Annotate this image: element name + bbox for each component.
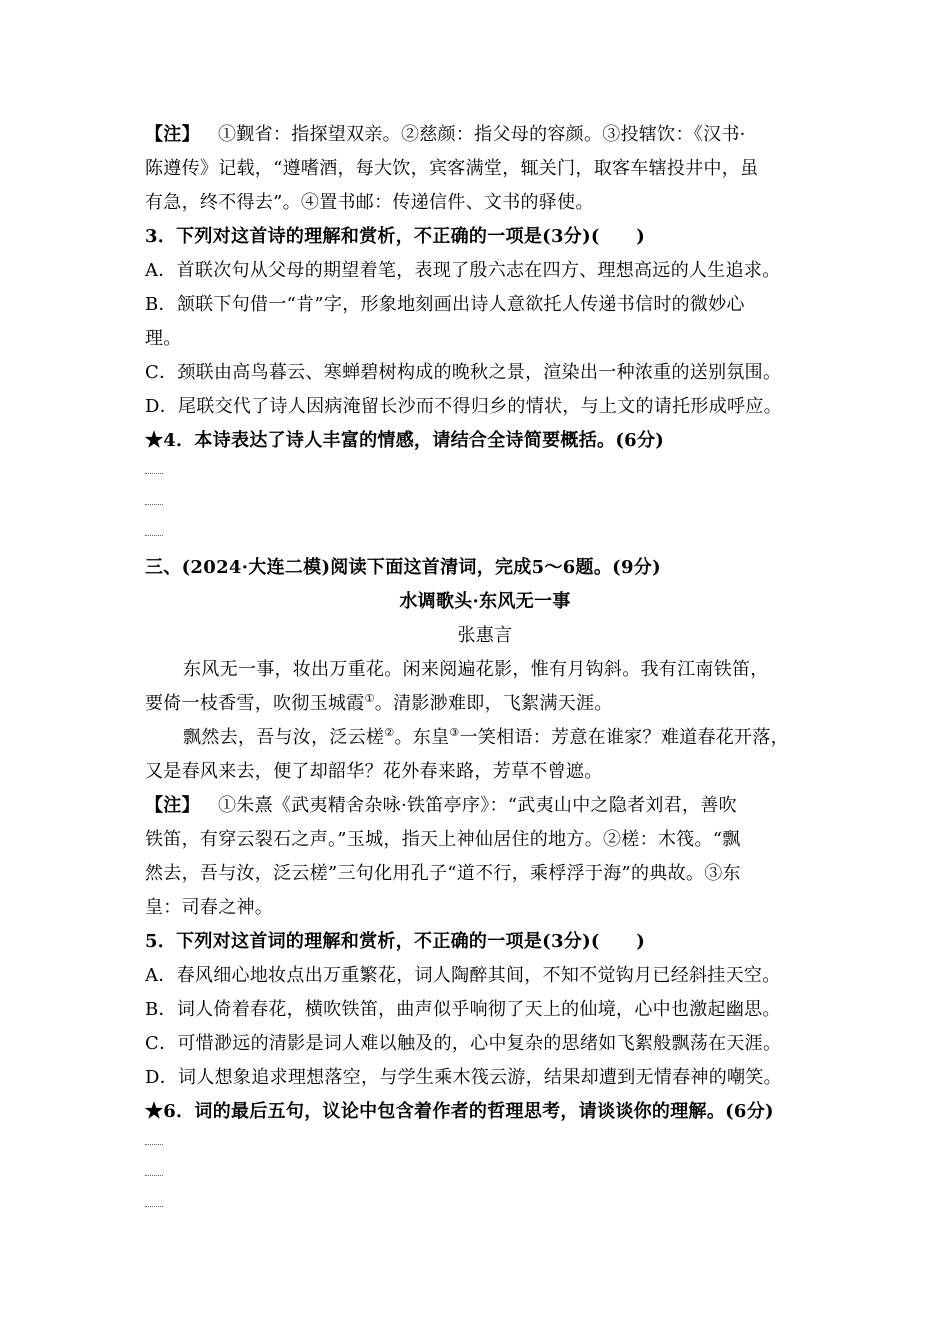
poem-stanza-1-line-1: 东风无一事，妆出万重花。闲来阅遍花影，惟有月钩斜。我有江南铁笛， [183,659,769,680]
question-5-option-a: A．春风细心地妆点出万重繁花，词人陶醉其间，不知不觉钩月已经斜挂天空。 [145,965,781,986]
note2-text-1: ①朱熹《武夷精舍杂咏·铁笛亭序》：“武夷山中之隐者刘君，善吹 [217,795,737,816]
question-3-stem: 3．下列对这首诗的理解和赏析，不正确的一项是(3分)( ) [145,226,646,247]
section-3-suffix: )阅读下面这首清词，完成5～6题。(9分) [321,557,661,578]
note1-text-1: ①觐省：指探望双亲。②慈颜：指父母的容颜。③投辖饮：《汉书· [217,124,746,145]
footnote-marker: ② [384,726,395,739]
answer-line[interactable] [145,458,825,489]
answer-line[interactable] [145,1129,825,1160]
poem-stanza-1-line-2 [145,687,825,721]
footnote-marker: ① [364,692,375,705]
note2-line-2: 铁笛，有穿云裂石之声。”玉城，指天上神仙居住的地方。②槎：木筏。“飘 [145,829,741,850]
answer-line[interactable] [145,1160,825,1191]
footnote-marker: ③ [449,726,460,739]
question-3-option-c: C．颈联由高鸟暮云、寒蝉碧树构成的晚秋之景，渲染出一种浓重的送别氛围。 [145,362,782,383]
answer-line[interactable] [145,520,825,551]
question-5-option-c: C．可惜渺远的清影是词人难以触及的，心中复杂的思绪如飞絮般飘荡在天涯。 [145,1033,782,1054]
poem-text: 飘然去，吾与汝，泛云槎 [183,727,385,748]
answer-line[interactable] [145,489,825,520]
poem-author: 张惠言 [457,625,513,646]
note1-line-1 [145,118,825,152]
poem-text: 。东皇 [394,727,450,748]
poem-text: 一笑相语：芳意在谁家？难道春花开落， [459,727,789,748]
question-3-option-b: B．颔联下句借一“肯”字，形象地刻画出诗人意欲托人传递书信时的微妙心 [145,294,745,315]
poem-text: 要倚一枝香雪，吹彻玉城霞 [145,693,365,714]
note2-line-1 [145,789,825,823]
note2-label: 【注】 [145,795,200,816]
poem-stanza-2-line-2: 又是春风来去，便了却韶华？花外春来路，芳草不曾遮。 [145,761,603,782]
poem-stanza-2-line-1 [145,721,825,755]
poem-text: 。清影渺难即，飞絮满天涯。 [374,693,613,714]
question-6-stem: ★6．词的最后五句，议论中包含着作者的哲理思考，请谈谈你的理解。(6分) [145,1101,774,1122]
note1-line-2: 陈遵传》记载，“遵嗜酒，每大饮，宾客满堂，辄关门，取客车辖投井中，虽 [145,158,759,179]
poem-title: 水调歌头·东风无一事 [399,591,571,612]
question-5-option-b: B．词人倚着春花，横吹铁笛，曲声似乎响彻了天上的仙境，心中也激起幽思。 [145,999,781,1020]
question-5-stem: 5．下列对这首词的理解和赏析，不正确的一项是(3分)( ) [145,931,646,952]
document-page [145,118,825,1222]
note1-line-3: 有急，终不得去”。④置书邮：传递信件、文书的驿使。 [145,192,594,213]
question-4-stem: ★4．本诗表达了诗人丰富的情感，请结合全诗简要概括。(6分) [145,430,665,451]
answer-line[interactable] [145,1191,825,1222]
question-3-option-d: D．尾联交代了诗人因病淹留长沙而不得归乡的情状，与上文的请托形成呼应。 [145,396,782,417]
section-3-prefix: 三、(2024· [145,557,249,578]
note2-line-4: 皇：司春之神。 [145,897,274,918]
note1-label: 【注】 [145,124,200,145]
section-3-heading [145,551,825,585]
question-3-option-b-cont: 理。 [145,328,182,349]
note2-line-3: 然去，吾与汝，泛云槎”三句化用孔子“道不行，乘桴浮于海”的典故。③东 [145,863,741,884]
question-5-option-d: D．词人想象追求理想落空，与学生乘木筏云游，结果却遭到无情春神的嘲笑。 [145,1067,782,1088]
question-3-option-a: A．首联次句从父母的期望着笔，表现了殷六志在四方、理想高远的人生追求。 [145,260,781,281]
section-3-source: 大连二模 [248,557,322,578]
